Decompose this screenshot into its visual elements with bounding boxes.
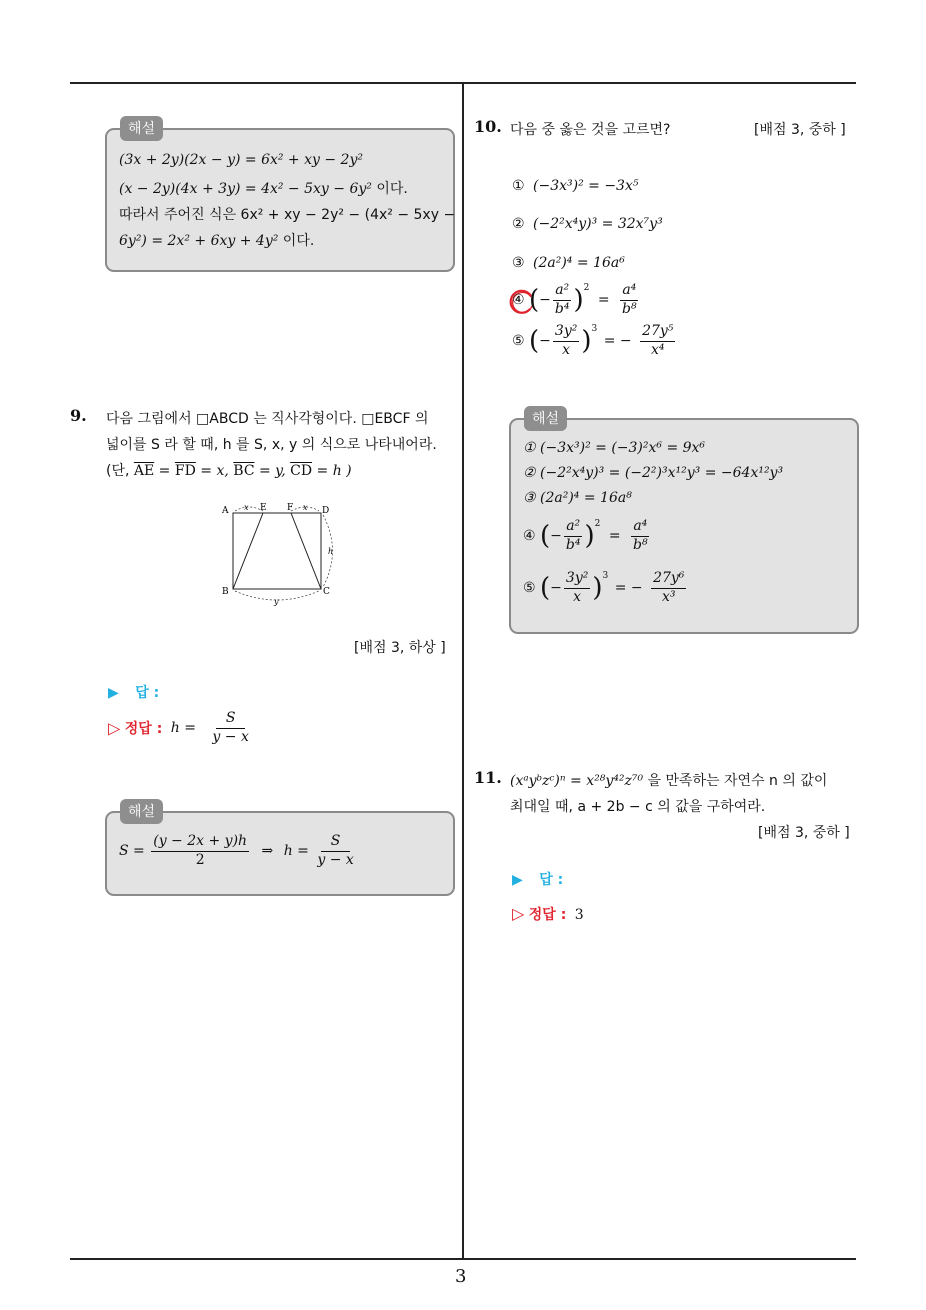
implies-arrow: ⇒ <box>261 843 274 859</box>
sol9-denominator: 2 <box>195 851 205 868</box>
label-x-left: x <box>244 503 249 512</box>
numerator: 3y² <box>553 323 579 342</box>
option-5-result <box>640 323 675 359</box>
result-numerator: 27y⁶ <box>651 570 686 589</box>
label-b: B <box>222 587 229 597</box>
trapezoid-ebcf <box>233 513 321 589</box>
minus-sign: − <box>550 528 562 544</box>
exponent: 3 <box>602 571 609 581</box>
label-x-right: x <box>303 503 308 512</box>
paren-left: ( <box>529 326 540 356</box>
question-11-answer-row <box>512 869 563 889</box>
option-4-result <box>620 282 639 318</box>
result-denominator: b⁸ <box>633 536 648 553</box>
label-d: D <box>322 506 330 516</box>
condition-eq1: = <box>154 463 175 479</box>
segment-ae: $\overline{AE}$ <box>133 463 155 479</box>
correct-arrow-icon: ▷ <box>512 904 525 923</box>
paren-left: ( <box>540 573 551 603</box>
question-9-answer-row <box>108 682 159 702</box>
question-10-text: 다음 중 옳은 것을 고르면? <box>510 122 671 138</box>
exponent: 3 <box>591 324 598 334</box>
segment-fd: $\overline{FD}$ <box>174 463 196 479</box>
rectangle-abcd <box>233 513 321 589</box>
solution-box-q10 <box>509 418 859 634</box>
sol9-rhs: h = <box>283 843 309 859</box>
paren-right: ) <box>584 521 595 551</box>
fraction-denominator: y − x <box>212 728 249 745</box>
sol10-4-result <box>631 518 650 554</box>
solution-box-q8 <box>105 128 455 272</box>
sol8-line4-text: 이다. <box>282 233 315 249</box>
solution-tag-q10: 해설 <box>524 406 567 431</box>
question-11-text-line1 <box>510 770 827 790</box>
label-a: A <box>222 506 229 516</box>
answer-arrow-icon: ▶ <box>512 872 523 888</box>
paren-right: ) <box>581 326 592 356</box>
segment-cd: $\overline{CD}$ <box>290 463 313 479</box>
question-11-score: [배점 3, 중하 ] <box>758 825 850 841</box>
result-numerator: 27y⁵ <box>640 323 675 342</box>
option-3-expr: (2a²)⁴ = 16a⁶ <box>533 255 625 271</box>
result-denominator: x⁴ <box>650 341 665 358</box>
sol8-line4-expr: 6y²) = 2x² + 6xy + 4y² <box>119 233 279 249</box>
equals-sign: = <box>608 528 621 544</box>
question-9-correct-row <box>108 710 253 746</box>
option-1-mark: ① <box>512 178 525 194</box>
option-4-fraction <box>553 282 572 318</box>
label-y: y <box>274 597 279 606</box>
answer-label: 답 : <box>539 872 564 888</box>
question-9-text-line1: 다음 그림에서 □ABCD 는 직사각형이다. □EBCF 의 <box>106 411 429 427</box>
correct-value: 3 <box>574 907 584 923</box>
exponent: 2 <box>594 519 601 529</box>
question-9-score: [배점 3, 하상 ] <box>354 640 446 656</box>
label-e: E <box>260 503 267 513</box>
condition-end: = h ) <box>312 463 352 479</box>
sol10-line5 <box>523 570 688 606</box>
segment-bc: $\overline{BC}$ <box>233 463 255 479</box>
question-10-score: [배점 3, 중하 ] <box>754 122 846 138</box>
q10-option-1 <box>512 178 638 194</box>
sol10-5-result <box>651 570 686 606</box>
correct-lhs: h = <box>170 720 196 736</box>
sol10-line2: ② (−2²x⁴y)³ = (−2²)³x¹²y³ = −64x¹²y³ <box>523 465 784 481</box>
option-2-mark: ② <box>512 216 525 232</box>
sol8-line3: 따라서 주어진 식은 6x² + xy − 2y² − (4x² − 5xy − <box>119 207 456 223</box>
minus-sign: − <box>550 580 562 596</box>
sol10-line4 <box>523 518 652 554</box>
question-9-condition <box>106 460 352 480</box>
q10-option-2 <box>512 216 663 232</box>
sol10-5-fraction <box>564 570 590 606</box>
sol10-4-fraction <box>564 518 583 554</box>
bottom-rule <box>70 1258 856 1260</box>
numerator: a² <box>553 282 571 301</box>
answer-arrow-icon: ▶ <box>108 685 119 701</box>
sol9-numerator: (y − 2x + y)h <box>151 833 249 852</box>
equals-sign: = − <box>614 580 643 596</box>
question-11-equation: (xᵃyᵇzᶜ)ⁿ = x²⁸y⁴²z⁷⁰ <box>510 773 644 789</box>
result-denominator: x³ <box>661 588 676 605</box>
question-11-text-a: 을 만족하는 자연수 n 의 값이 <box>647 773 828 789</box>
result-numerator: a⁴ <box>620 282 638 301</box>
result-denominator: b⁸ <box>622 300 637 317</box>
sol9-numerator2: S <box>321 833 351 852</box>
paren-left: ( <box>529 285 540 315</box>
answer-label: 답 : <box>135 685 160 701</box>
sol10-4-mark: ④ <box>523 528 536 544</box>
sol9-fraction2 <box>315 833 355 869</box>
denominator: x <box>573 588 582 605</box>
result-numerator: a⁴ <box>631 518 649 537</box>
brace-x-left <box>235 507 263 511</box>
correct-label: 정답 : <box>528 907 567 923</box>
sol9-fraction <box>151 833 249 869</box>
label-f: F <box>287 503 294 513</box>
question-10-number: 10. <box>474 117 502 136</box>
sol9-denominator2: y − x <box>317 851 354 868</box>
exponent: 2 <box>583 283 590 293</box>
sol8-line2-expr: (x − 2y)(4x + 3y) = 4x² − 5xy − 6y² <box>119 181 372 197</box>
denominator: b⁴ <box>565 536 581 553</box>
rectangle-figure <box>218 500 342 608</box>
q10-option-5 <box>512 323 677 359</box>
numerator: 3y² <box>564 570 590 589</box>
sol8-line2-text: 이다. <box>376 181 408 197</box>
correct-arrow-icon: ▷ <box>108 718 121 738</box>
fraction-numerator: S <box>216 710 246 729</box>
sol10-line1: ① (−3x³)² = (−3)²x⁶ = 9x⁶ <box>523 440 706 456</box>
sol8-line4 <box>119 230 314 250</box>
q10-option-4 <box>512 282 641 318</box>
sol8-line1: (3x + 2y)(2x − y) = 6x² + xy − 2y² <box>119 152 363 168</box>
sol10-5-mark: ⑤ <box>523 580 536 596</box>
solution-tag: 해설 <box>120 116 163 141</box>
condition-prefix: (단, <box>106 463 130 479</box>
question-9-text-line2: 넓이를 S 라 할 때, h 를 S, x, y 의 식으로 나타내어라. <box>106 437 437 453</box>
sol9-lhs: S = <box>119 843 145 859</box>
label-h: h <box>328 547 334 556</box>
option-4-mark: ④ <box>512 292 525 308</box>
option-2-expr: (−2²x⁴y)³ = 32x⁷y³ <box>533 216 663 232</box>
option-1-expr: (−3x³)² = −3x⁵ <box>533 178 639 194</box>
paren-right: ) <box>573 285 584 315</box>
correct-fraction <box>210 710 250 746</box>
option-5-mark: ⑤ <box>512 333 525 349</box>
correct-label: 정답 : <box>124 721 163 737</box>
question-11-number: 11. <box>474 768 502 787</box>
minus-sign: − <box>539 292 551 308</box>
option-3-mark: ③ <box>512 255 525 271</box>
denominator: x <box>562 341 571 358</box>
q10-option-3 <box>512 255 625 271</box>
page-number: 3 <box>455 1266 467 1287</box>
numerator: a² <box>564 518 582 537</box>
solution-tag-q9: 해설 <box>120 799 163 824</box>
equals-sign: = − <box>603 333 632 349</box>
minus-sign: − <box>539 333 551 349</box>
denominator: b⁴ <box>554 300 570 317</box>
equals-sign: = <box>597 292 610 308</box>
sol9-equation <box>119 833 358 869</box>
question-11-correct-row <box>512 904 584 924</box>
question-11-text-line2: 최대일 때, a + 2b − c 의 값을 구하여라. <box>510 799 766 815</box>
question-9-number: 9. <box>70 406 87 425</box>
option-5-fraction <box>553 323 579 359</box>
label-c: C <box>323 587 330 597</box>
condition-eq3: = y, <box>254 463 291 479</box>
condition-eq2: = x, <box>195 463 234 479</box>
sol10-line3: ③ (2a²)⁴ = 16a⁸ <box>523 490 632 506</box>
column-divider <box>462 82 464 1260</box>
sol8-line2 <box>119 178 408 198</box>
paren-right: ) <box>592 573 603 603</box>
paren-left: ( <box>540 521 551 551</box>
